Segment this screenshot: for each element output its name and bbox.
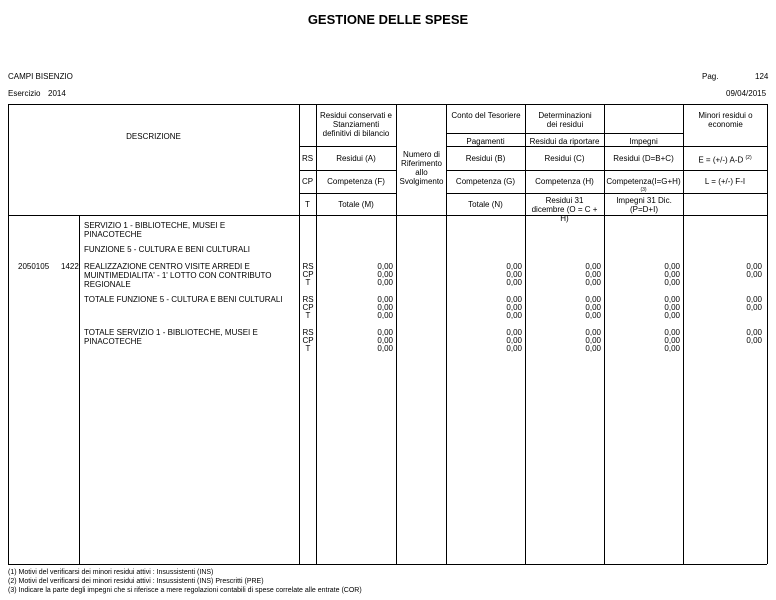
header-impegni-31: Impegni 31 Dic. (P=D+I) — [616, 196, 672, 214]
row-subcode: 1422 — [61, 262, 79, 271]
value-c: 0,00 — [585, 295, 601, 304]
value-e: 0,00 — [746, 262, 762, 271]
value-c: 0,00 — [585, 336, 601, 345]
value-c: 0,00 — [585, 262, 601, 271]
value-c: 0,00 — [585, 344, 601, 353]
value-e: 0,00 — [746, 336, 762, 345]
header-l-formula: L = (+/-) F-I — [704, 177, 746, 186]
row-type: CP — [302, 303, 314, 312]
page-number: 124 — [755, 72, 769, 81]
row-type: RS — [302, 295, 314, 304]
value-b: 0,00 — [506, 344, 522, 353]
header-competenza-f: Competenza (F) — [327, 177, 385, 186]
value-c: 0,00 — [585, 278, 601, 287]
value-a: 0,00 — [377, 295, 393, 304]
value-a: 0,00 — [377, 344, 393, 353]
header-totale-n: Totale (N) — [468, 200, 503, 209]
header-description: DESCRIZIONE — [126, 132, 181, 141]
value-e: 0,00 — [746, 295, 762, 304]
header-numero-riferimento: Numero di Riferimento allo Svolgimento — [399, 150, 444, 186]
header-impegni: Impegni — [629, 137, 658, 146]
row-code: 2050105 — [18, 262, 50, 271]
report-date: 09/04/2015 — [726, 89, 767, 98]
value-b: 0,00 — [506, 270, 522, 279]
page-title: GESTIONE DELLE SPESE — [307, 12, 469, 27]
value-d: 0,00 — [664, 344, 680, 353]
row-type: RS — [302, 262, 314, 271]
header-residui-c: Residui (C) — [544, 154, 585, 163]
header-totale-m: Totale (M) — [338, 200, 374, 209]
value-a: 0,00 — [377, 278, 393, 287]
value-a: 0,00 — [377, 336, 393, 345]
row-label: TOTALE SERVIZIO 1 - BIBLIOTECHE, MUSEI E PINACOTECHE — [84, 328, 258, 346]
value-d: 0,00 — [664, 295, 680, 304]
value-c: 0,00 — [585, 311, 601, 320]
row-type: T — [305, 344, 311, 353]
value-d: 0,00 — [664, 328, 680, 337]
value-b: 0,00 — [506, 328, 522, 337]
exercise-label: Esercizio — [8, 89, 41, 98]
value-b: 0,00 — [506, 262, 522, 271]
header-residui-da-riportare: Residui da riportare — [529, 137, 600, 146]
value-c: 0,00 — [585, 328, 601, 337]
row-label: REALIZZAZIONE CENTRO VISITE ARREDI E MUINTIMEDIALITA' - 1' LOTTO CON CONTRIBUTO REGIONALE — [84, 262, 272, 289]
row-type: T — [305, 311, 311, 320]
header-residui-b: Residui (B) — [465, 154, 506, 163]
value-a: 0,00 — [377, 262, 393, 271]
value-b: 0,00 — [506, 303, 522, 312]
header-competenza-h: Competenza (H) — [535, 177, 594, 186]
header-conto-tesoriere: Conto del Tesoriere — [451, 111, 521, 120]
header-cp: CP — [301, 177, 314, 186]
header-t: T — [305, 200, 310, 209]
funzione-heading: FUNZIONE 5 - CULTURA E BENI CULTURALI — [84, 245, 250, 254]
header-residui-conservati: Residui conservati e Stanziamenti definitivi di bilancio — [319, 111, 393, 138]
servizio-heading: SERVIZIO 1 - BIBLIOTECHE, MUSEI E PINACOTECHE — [84, 221, 226, 239]
header-determinazioni: Determinazioni dei residui — [538, 111, 592, 129]
header-residui-31: Residui 31 dicembre (O = C + H) — [531, 196, 598, 223]
page-label: Pag. — [702, 72, 719, 81]
row-type: RS — [302, 328, 314, 337]
row-type: CP — [302, 336, 314, 345]
header-residui-a: Residui (A) — [336, 154, 376, 163]
value-b: 0,00 — [506, 295, 522, 304]
value-d: 0,00 — [664, 336, 680, 345]
header-rs: RS — [301, 154, 314, 163]
value-a: 0,00 — [377, 303, 393, 312]
value-d: 0,00 — [664, 311, 680, 320]
value-b: 0,00 — [506, 278, 522, 287]
exercise-year: 2014 — [48, 89, 66, 98]
header-e-formula: E = (+/-) A-D $^{(2)}$ — [698, 155, 752, 165]
header-minori-residui: Minori residui o economie — [698, 111, 753, 129]
value-e: 0,00 — [746, 328, 762, 337]
value-e: 0,00 — [746, 270, 762, 279]
row-label: TOTALE FUNZIONE 5 - CULTURA E BENI CULTURALI — [84, 295, 283, 304]
footnote-2: (2) Motivi del verificarsi dei minori residui attivi : Insussistenti (INS) Prescritti (PRE) — [8, 578, 264, 585]
value-b: 0,00 — [506, 336, 522, 345]
value-d: 0,00 — [664, 303, 680, 312]
row-type: CP — [302, 270, 314, 279]
header-residui-d: Residui (D=B+C) — [613, 154, 674, 163]
row-type: T — [305, 278, 311, 287]
header-pagamenti: Pagamenti — [466, 137, 505, 146]
value-a: 0,00 — [377, 311, 393, 320]
value-e: 0,00 — [746, 303, 762, 312]
value-b: 0,00 — [506, 311, 522, 320]
entity-name: CAMPI BISENZIO — [8, 72, 73, 81]
value-c: 0,00 — [585, 270, 601, 279]
value-c: 0,00 — [585, 303, 601, 312]
value-d: 0,00 — [664, 270, 680, 279]
value-a: 0,00 — [377, 270, 393, 279]
header-competenza-i: Competenza(I=G+H)$^{(3)}$ — [606, 177, 681, 193]
footnote-1: (1) Motivi del verificarsi dei minori residui attivi : Insussistenti (INS) — [8, 569, 214, 576]
value-a: 0,00 — [377, 328, 393, 337]
footnote-3: (3) Indicare la parte degli impegni che si riferisce a mere regolazioni contabili di spese correlate alle entrate (COR) — [8, 587, 362, 594]
value-d: 0,00 — [664, 278, 680, 287]
value-d: 0,00 — [664, 262, 680, 271]
header-competenza-g: Competenza (G) — [455, 177, 516, 186]
